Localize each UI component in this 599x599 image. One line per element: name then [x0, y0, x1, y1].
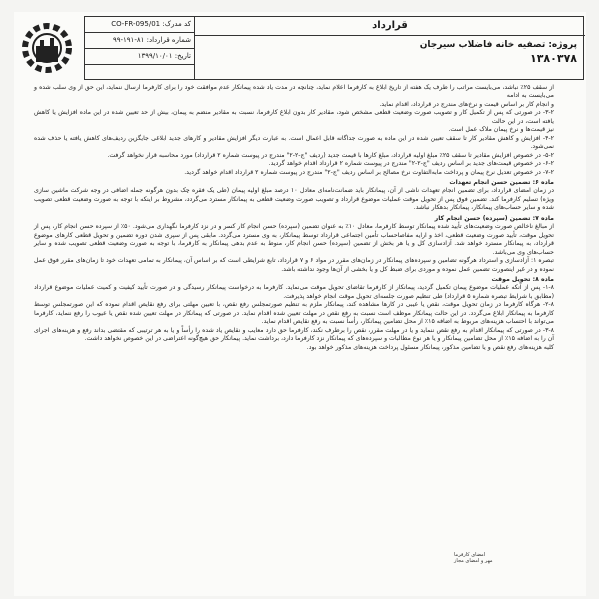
paragraph: تبصره ۱: آزادسازی و استرداد هرگونه تضامین و سپرده‌های پیمانکار در زمان‌های مقرر در مواد ۶ و ۷ قرارداد، تابع شرایطی است که بر اساس آن، پیمانکار به تمامی تعهدات خود تا زمان‌های مقرر فوق عمل نموده و در غیر اینصورت تضمین عمل نموده و موردی برای ضبط کل و یا بخشی از آن‌ها وجود نداشته باشد.: [34, 257, 555, 273]
paragraph: نیز قیمت‌ها و نرخ پیمان ملاک عمل است.: [448, 126, 554, 134]
stamp-label: مهر و امضای مجاز: [454, 558, 493, 564]
header-meta: [85, 17, 195, 79]
contract-number: شماره قرارداد: ۸۱-۱۹۱-۹۹: [85, 33, 194, 49]
page-title: قرارداد: [195, 17, 585, 36]
contract-date: تاریخ: ۱۳۹۹/۱۰/۰۱: [85, 49, 194, 65]
document-header: [84, 16, 584, 80]
paragraph: ۴-۲- افزایش و کاهش مقادیر کار تا سقف تعیین شده در این ماده به صورت جداگانه قابل اعمال است. به عبارت دیگر افزایش مقادیر و کارهای جدید ابلاغی جایگزین ردیف‌های کاهش یافته یا حذف شده نمی‌شود.: [34, 134, 554, 151]
paragraph: ۷-۲- در خصوص تعدیل نرخ پیمان و پرداخت مابه‌التفاوت نرخ مصالح بر اساس ردیف "ج-۲" مندرج در پیوست شماره ۲ قرارداد اقدام خواهد گردید.: [184, 168, 554, 176]
company-logo: [14, 18, 80, 78]
paragraph: از مبالغ ناخالص صورت وضعیت‌های تأیید شده پیمانکار توسط کارفرما، معادل ۱۰٪ به عنوان تضمین (سپرده) حسن انجام کار کسر و در نزد کارفرما نگهداری می‌شود. ۵۰٪ از سپرده حسن انجام کار، پس از تحویل موقت، تأیید صورت وضعیت قطعی، اخذ و ارایه مفاصاحساب تأمین اجتماعی قرارداد توسط پیمانکار، به وی مسترد می‌گردد. مابقی پس از سپری شدن دوره تضمین و تحویل قطعی کارهای موضوع قرارداد، به پیمانکار مسترد خواهد شد. آزادسازی کل و یا هر بخش از تضمین (سپرده) حسن انجام کار، منوط به عدم بدهی پیمانکار به کارفرما، با توجه به صورت وضعیت قطعی تصویب شده و سایر حساب‌های وی می‌باشد.: [34, 223, 555, 256]
paragraph: در زمان امضای قرارداد، برای تضمین انجام تعهدات ناشی از آن، پیمانکار باید ضمانت‌نامه‌ای معادل ۱۰ درصد مبلغ اولیه پیمان (طی یک فقره چک بدون هرگونه جمله اضافی در وجه شرکت ماشین سازی ویژه) تسلیم کارفرما کند. تضمین فوق پس از تحویل موقت عملیات موضوع قرارداد و تصویب صورت وضعیت قطعی به پیمانکار مسترد می‌گردد، مشروط بر اینکه با توجه به صورت وضعیت قطعی تصویب شده و سایر حساب‌های پیمانکار، پیمانکار بدهکار نباشد.: [34, 187, 554, 212]
signature-label: امضای کارفرما: [454, 552, 486, 558]
serial-number: ۱۳۸۰۳۷۸: [530, 52, 577, 65]
header-blank: [85, 65, 194, 80]
paragraph: از سقف ۲۵٪ نباشد، می‌بایست مراتب را طرف یک هفته از تاریخ ابلاغ به کارفرما اعلام نماید، چنانچه در مدت یاد شده پیمانکار عدم موافقت خود را برای کارفرما ارسال ننماید، این حق از وی سلب شده و می‌بایست به ادامه: [34, 84, 554, 100]
paragraph: کلیه هزینه‌های رفع نقص و یا تضامین مذکور، پیمانکار مسئول پرداخت هزینه‌های مذکور خواهد بود.: [306, 343, 554, 351]
header-main: [195, 17, 585, 79]
paragraph: ۵-۲- در خصوص افزایش مقادیر تا سقف ۲۵٪ مبلغ اولیه قرارداد، مبلغ کارها با قیمت جدید (ردیف "ج-۲-۲" مندرج در پیوست شماره ۲ قرارداد) مورد محاسبه قرار نخواهد گرفت.: [107, 151, 554, 159]
paragraph: ۳-۸- در صورتی که پیمانکار اقدام به رفع نقص ننماید و یا در مهلت مقرر، نقص را برطرف نکند، کارفرما حق دارد معایب و نقایص یاد شده را رأساً و یا به هر ترتیبی که مقتضی بداند رفع و هزینه‌های اجرای آن را به اضافه ۱۵٪ از محل تضامین پیمانکار و یا هر نوع مطالبات و سپرده‌های که پیمانکار نزد کارفرما دارد، برداشت نماید. پیمانکار حق هیچ‌گونه اعتراضی در این خصوص نخواهد داشت.: [34, 326, 554, 343]
signature-area: [454, 552, 574, 592]
contract-page: [14, 12, 586, 596]
section-heading: ماده ۸: تحویل موقت: [491, 275, 554, 283]
paragraph: ۶-۲- در خصوص قیمت‌های جدید بر اساس ردیف "ج-۲-۲" مندرج در پیوست شماره ۲ قرارداد اقدام خواهد گردید.: [268, 160, 554, 168]
section-heading: ماده ۶: تضمین حسن انجام تعهدات: [449, 178, 554, 186]
section-heading: ماده ۷: تضمین (سپرده) حسن انجام کار: [434, 214, 554, 222]
project-name: پروژه: تصفیه خانه فاضلاب سیرجان: [419, 40, 577, 50]
gear-logo-icon: [14, 18, 80, 78]
doc-code: کد مدرک: CO-FR-095/01: [85, 17, 194, 33]
paragraph: و انجام کار بر اساس قیمت و نرخ‌های مندرج در قرارداد، اقدام نماید.: [379, 100, 554, 108]
contract-body: [34, 84, 554, 590]
paragraph: ۳-۲- در صورتی که پس از تکمیل کار و تصویب صورت وضعیت قطعی مشخص شود، مقادیر کار بدون ابلاغ کارفرما، نسبت به مقادیر منضم به پیمان، بیش از حد تعیین شده در این ماده افزایش یا کاهش یافته است، در این حالت: [34, 109, 554, 125]
paragraph: ۲-۸- هرگاه کارفرما در زمان تحویل موقت، نقص یا عیبی در کارها مشاهده کند، پیمانکار ملزم به تنظیم صورتمجلس رفع نقص، با تعیین مهلتی برای رفع نقایص اقدام نموده که این صورتمجلس توسط کارفرما به پیمانکار ابلاغ می‌گردد. در این حالت پیمانکار موظف است نسبت به رفع نقص در مهلت تعیین شده اقدام نماید. در صورتی که پیمانکار در مهلت تعیین شده نقص یا عیوب را رفع ننماید، کارفرما می‌تواند با احتساب هزینه‌های مربوط به اضافه ۱۵٪ از محل تضامین پیمانکار، رأساً نسبت به رفع نقایص اقدام نماید.: [34, 301, 554, 326]
paragraph: ۱-۸- پس از آنکه عملیات موضوع پیمان تکمیل گردید، پیمانکار از کارفرما تقاضای تحویل موقت می‌نماید. کارفرما به درخواست پیمانکار رسیدگی و در صورت تأیید کیفیت و کمیت عملیات موضوع قرارداد (مطابق با شرایط تبصره شماره ۵ قرارداد) طی تنظیم صورت جلسه‌ای تحویل موقت انجام خواهد پذیرفت.: [34, 284, 554, 300]
